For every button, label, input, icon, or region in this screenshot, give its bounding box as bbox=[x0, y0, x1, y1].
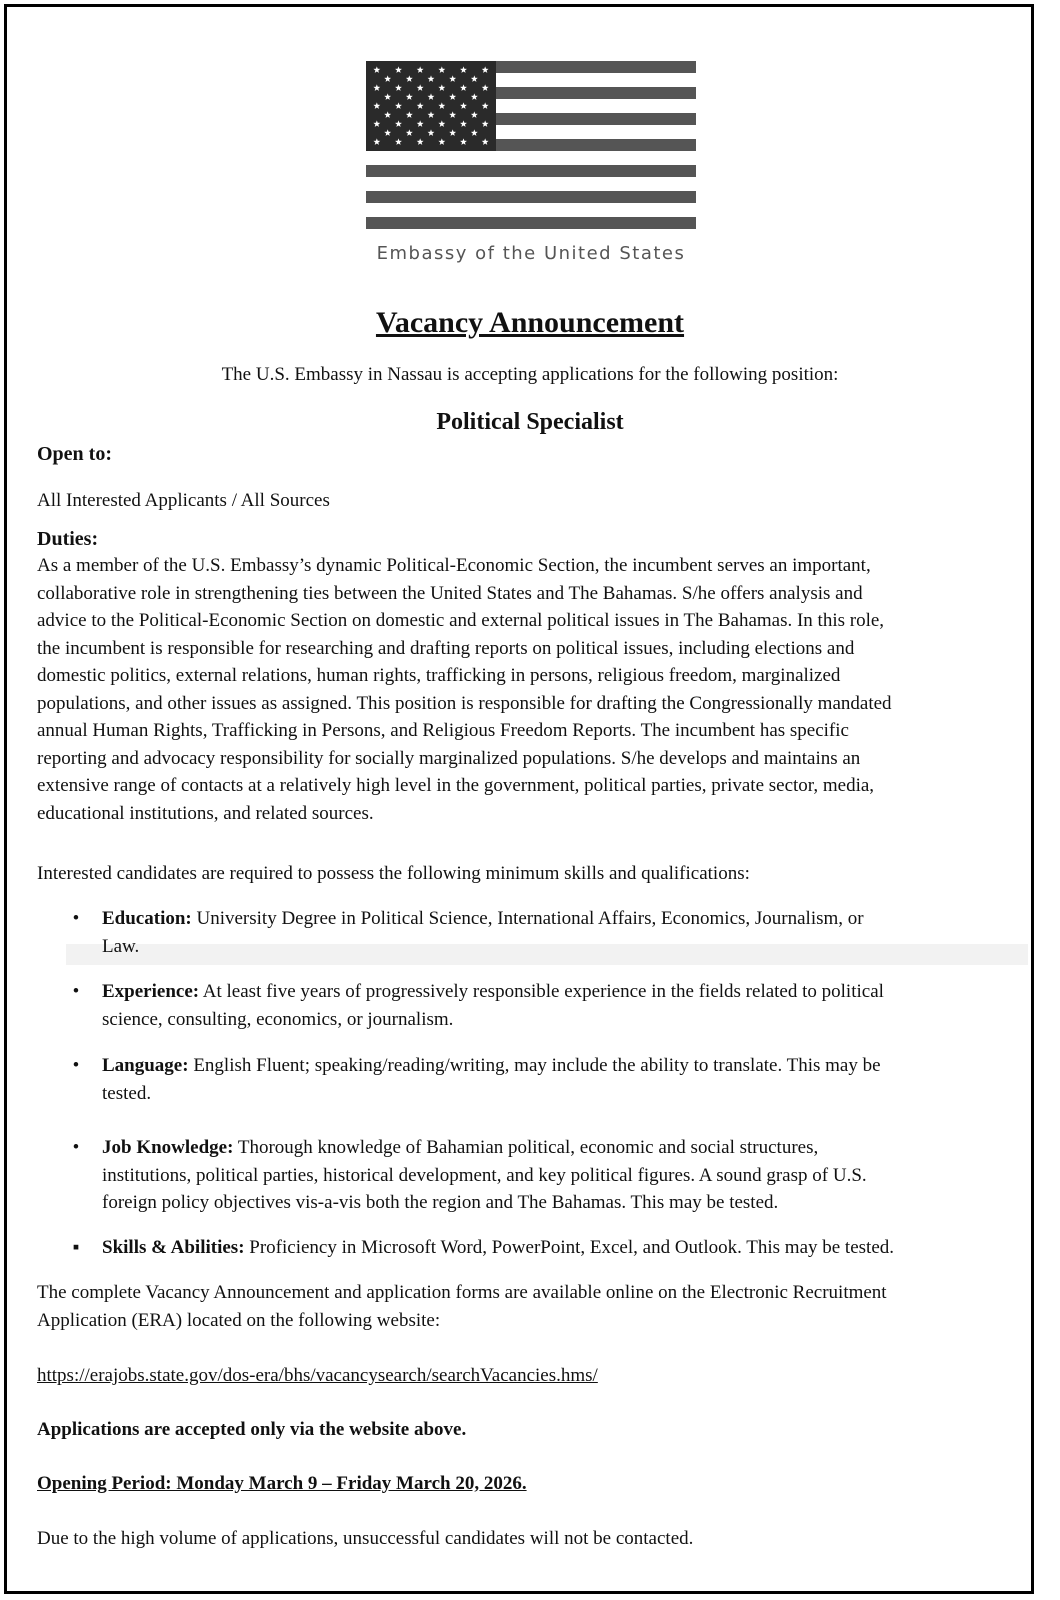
qualification-text: Law. bbox=[102, 935, 140, 957]
qualification-label: Language: bbox=[102, 1055, 189, 1076]
us-flag-icon bbox=[366, 61, 696, 235]
qualification-label: Job Knowledge: bbox=[102, 1137, 234, 1158]
duties-line: domestic politics, external relations, human rights, trafficking in persons, religious freedom, marginalized bbox=[37, 665, 841, 686]
qualification-text: science, consulting, economics, or journalism. bbox=[102, 1008, 454, 1030]
qualification-language bbox=[102, 1052, 1002, 1107]
qualification-job-knowledge bbox=[102, 1134, 1002, 1217]
duties-line: populations, and other issues as assigned. This position is responsible for drafting the Congressionally mandated bbox=[37, 692, 892, 714]
qualification-label: Education: bbox=[102, 908, 192, 929]
qualification-text: Proficiency in Microsoft Word, PowerPoint, Excel, and Outlook. This may be tested. bbox=[244, 1237, 895, 1258]
duties-line: As a member of the U.S. Embassy’s dynamic Political-Economic Section, the incumbent serves an important, bbox=[37, 555, 871, 576]
duties-label: Duties: bbox=[37, 528, 99, 550]
square-bullet-icon: ▪ bbox=[72, 1237, 80, 1258]
applications-note: Applications are accepted only via the website above. bbox=[37, 1419, 467, 1440]
closing-note: Due to the high volume of applications, unsuccessful candidates will not be contacted. bbox=[37, 1528, 694, 1549]
era-website-link[interactable]: https://erajobs.state.gov/dos-era/bhs/vacancysearch/searchVacancies.hms/ bbox=[37, 1365, 598, 1386]
qualification-text: institutions, political parties, historical development, and key political figures. A sound grasp of U.S. bbox=[102, 1164, 867, 1186]
duties-line: annual Human Rights, Trafficking in Persons, and Religious Freedom Reports. The incumbent has specific bbox=[37, 720, 849, 741]
qualification-text: University Degree in Political Science, International Affairs, Economics, Journalism, or bbox=[191, 908, 864, 929]
era-paragraph bbox=[37, 1279, 1027, 1334]
duties-line: extensive range of contacts at a relatively high level in the government, political parties, private sector, media, bbox=[37, 775, 875, 796]
qualification-text: English Fluent; speaking/reading/writing, may include the ability to translate. This may be bbox=[188, 1055, 881, 1076]
position-title: Political Specialist bbox=[436, 409, 624, 435]
duties-line: educational institutions, and related sources. bbox=[37, 802, 374, 824]
qualification-text: foreign policy objectives vis-a-vis both the region and The Bahamas. This may be tested. bbox=[102, 1192, 779, 1213]
bullet-icon: • bbox=[72, 1055, 80, 1076]
duties-line: collaborative role in strengthening ties between the United States and The Bahamas. S/he offers analysis and bbox=[37, 582, 863, 604]
era-line: Application (ERA) located on the following website: bbox=[37, 1309, 441, 1331]
embassy-seal-text: Embassy of the United States bbox=[376, 243, 686, 264]
qualification-education bbox=[102, 905, 1002, 960]
era-line: The complete Vacancy Announcement and application forms are available online on the Electronic Recruitment bbox=[37, 1282, 887, 1303]
flag-canton bbox=[366, 61, 496, 151]
qualification-label: Experience: bbox=[102, 981, 200, 1002]
bullet-icon: • bbox=[72, 1137, 80, 1158]
qualification-skills bbox=[102, 1234, 1002, 1262]
duties-paragraph bbox=[37, 552, 1027, 827]
intro-text: The U.S. Embassy in Nassau is accepting applications for the following position: bbox=[221, 364, 839, 385]
qualification-text: tested. bbox=[102, 1082, 152, 1104]
duties-line: the incumbent is responsible for researching and drafting reports on political issues, including elections and bbox=[37, 637, 855, 659]
qualifications-intro: Interested candidates are required to possess the following minimum skills and qualifications: bbox=[37, 863, 750, 884]
qualification-label: Skills & Abilities: bbox=[102, 1237, 245, 1258]
duties-line: reporting and advocacy responsibility for socially marginalized populations. S/he develops and maintains an bbox=[37, 747, 861, 769]
qualification-experience bbox=[102, 978, 1002, 1033]
bullet-icon: • bbox=[72, 981, 80, 1002]
open-to-value: All Interested Applicants / All Sources bbox=[37, 490, 330, 511]
open-to-label: Open to: bbox=[37, 443, 112, 465]
bullet-icon: • bbox=[72, 908, 80, 929]
qualification-text: Thorough knowledge of Bahamian political, economic and social structures, bbox=[233, 1137, 819, 1158]
opening-period: Opening Period: Monday March 9 – Friday March 20, 2026. bbox=[37, 1473, 527, 1494]
qualification-text: At least five years of progressively responsible experience in the fields related to political bbox=[199, 981, 884, 1002]
page-title: Vacancy Announcement bbox=[375, 306, 685, 339]
duties-line: advice to the Political-Economic Section on domestic and external political issues in The Bahamas. In this role, bbox=[37, 610, 885, 631]
